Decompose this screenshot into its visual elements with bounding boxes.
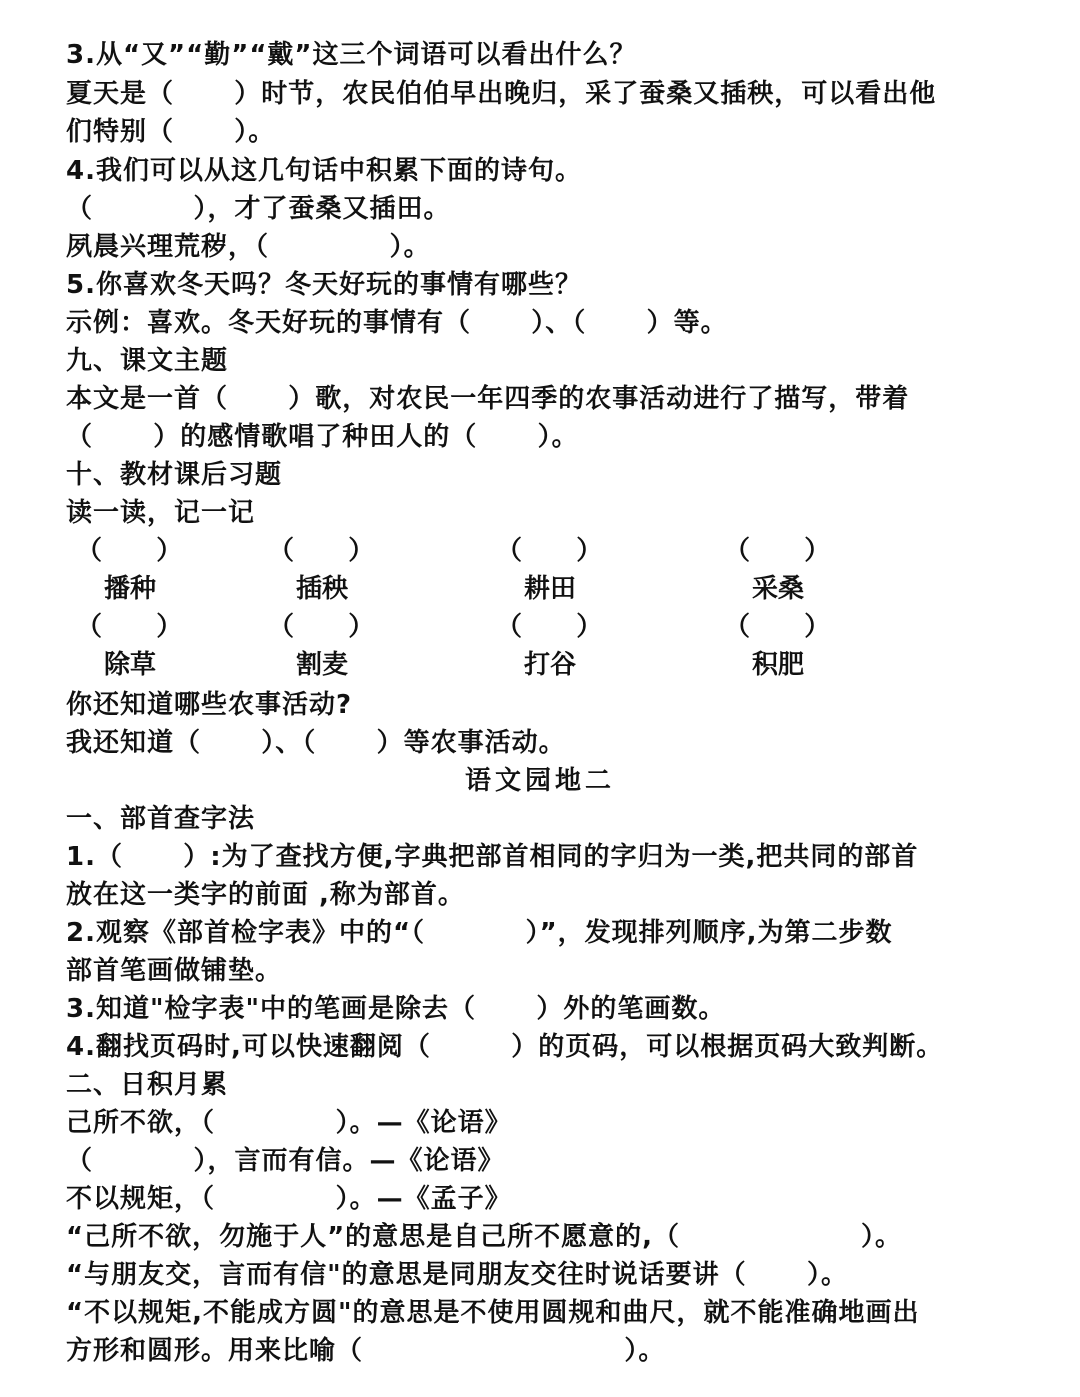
pinyin-blank: （ ） — [268, 612, 375, 642]
question-4: 4.我们可以从这几句话中积累下面的诗句。 — [66, 156, 582, 186]
radical-item-2-line-1: 2.观察《部首检字表》中的“（ ）”，发现排列顺序,为第二步数 — [66, 918, 893, 948]
grid-word: 插秧 — [296, 574, 349, 604]
quote-3: 不以规矩，（ ）。—《孟子》 — [66, 1184, 512, 1214]
heading-exercises: 十、教材课后习题 — [66, 460, 283, 490]
pinyin-blank: （ ） — [76, 536, 183, 566]
section-title: 语文园地二 — [464, 766, 615, 796]
theme-line-1: 本文是一首（ ）歌，对农民一年四季的农事活动进行了描写，带着 — [66, 384, 910, 414]
meaning-3-line-1: “不以规矩,不能成方圆"的意思是不使用圆规和曲尺，就不能准确地画出 — [66, 1298, 920, 1328]
theme-line-2: （ ）的感情歌唱了种田人的（ ）。 — [66, 422, 579, 452]
radical-item-3: 3.知道"检字表"中的笔画是除去（ ）外的笔画数。 — [66, 994, 726, 1024]
pinyin-blank: （ ） — [724, 612, 831, 642]
grid-word: 采桑 — [752, 574, 805, 604]
quote-1: 己所不欲，（ ）。—《论语》 — [66, 1108, 512, 1138]
meaning-1: “己所不欲，勿施于人”的意思是自己所不愿意的,（ ）。 — [66, 1222, 902, 1252]
other-activities-answer: 我还知道（ ）、（ ）等农事活动。 — [66, 728, 566, 758]
pinyin-blank: （ ） — [724, 536, 831, 566]
heading-radical-lookup: 一、部首查字法 — [66, 804, 256, 834]
pinyin-blank: （ ） — [76, 612, 183, 642]
radical-item-1-line-2: 放在这一类字的前面 ,称为部首。 — [66, 880, 465, 910]
heading-theme: 九、课文主题 — [66, 346, 229, 376]
poem-line-2: 夙晨兴理荒秽，（ ）。 — [66, 232, 431, 262]
grid-word: 打谷 — [524, 650, 577, 680]
radical-item-4: 4.翻找页码时,可以快速翻阅（ ）的页码，可以根据页码大致判断。 — [66, 1032, 944, 1062]
question-5: 5.你喜欢冬天吗？冬天好玩的事情有哪些？ — [66, 270, 582, 300]
meaning-3-line-2: 方形和圆形。用来比喻（ ）。 — [66, 1336, 666, 1366]
question-3-answer-line-1: 夏天是（ ）时节，农民伯伯早出晚归，采了蚕桑又插秧，可以看出他 — [66, 79, 937, 109]
poem-line-1: （ ），才了蚕桑又插田。 — [66, 194, 451, 224]
quote-2: （ ），言而有信。—《论语》 — [66, 1146, 505, 1176]
pinyin-blank: （ ） — [496, 536, 603, 566]
other-activities-question: 你还知道哪些农事活动? — [66, 690, 353, 720]
radical-item-2-line-2: 部首笔画做铺垫。 — [66, 956, 283, 986]
read-and-remember: 读一读，记一记 — [66, 498, 256, 528]
grid-word: 耕田 — [524, 574, 577, 604]
question-3: 3.从“又”“勤”“戴”这三个词语可以看出什么？ — [66, 40, 637, 70]
question-5-example: 示例：喜欢。冬天好玩的事情有（ ）、（ ）等。 — [66, 308, 728, 338]
pinyin-blank: （ ） — [268, 536, 375, 566]
grid-word: 播种 — [104, 574, 157, 604]
grid-word: 割麦 — [296, 650, 349, 680]
grid-word: 除草 — [104, 650, 157, 680]
grid-word: 积肥 — [752, 650, 805, 680]
question-3-answer-line-2: 们特别（ ）。 — [66, 117, 276, 147]
pinyin-blank: （ ） — [496, 612, 603, 642]
heading-daily-accumulation: 二、日积月累 — [66, 1070, 229, 1100]
radical-item-1-line-1: 1.（ ）:为了查找方便,字典把部首相同的字归为一类,把共同的部首 — [66, 842, 919, 872]
meaning-2: “与朋友交，言而有信"的意思是同朋友交往时说话要讲（ ）。 — [66, 1260, 848, 1290]
